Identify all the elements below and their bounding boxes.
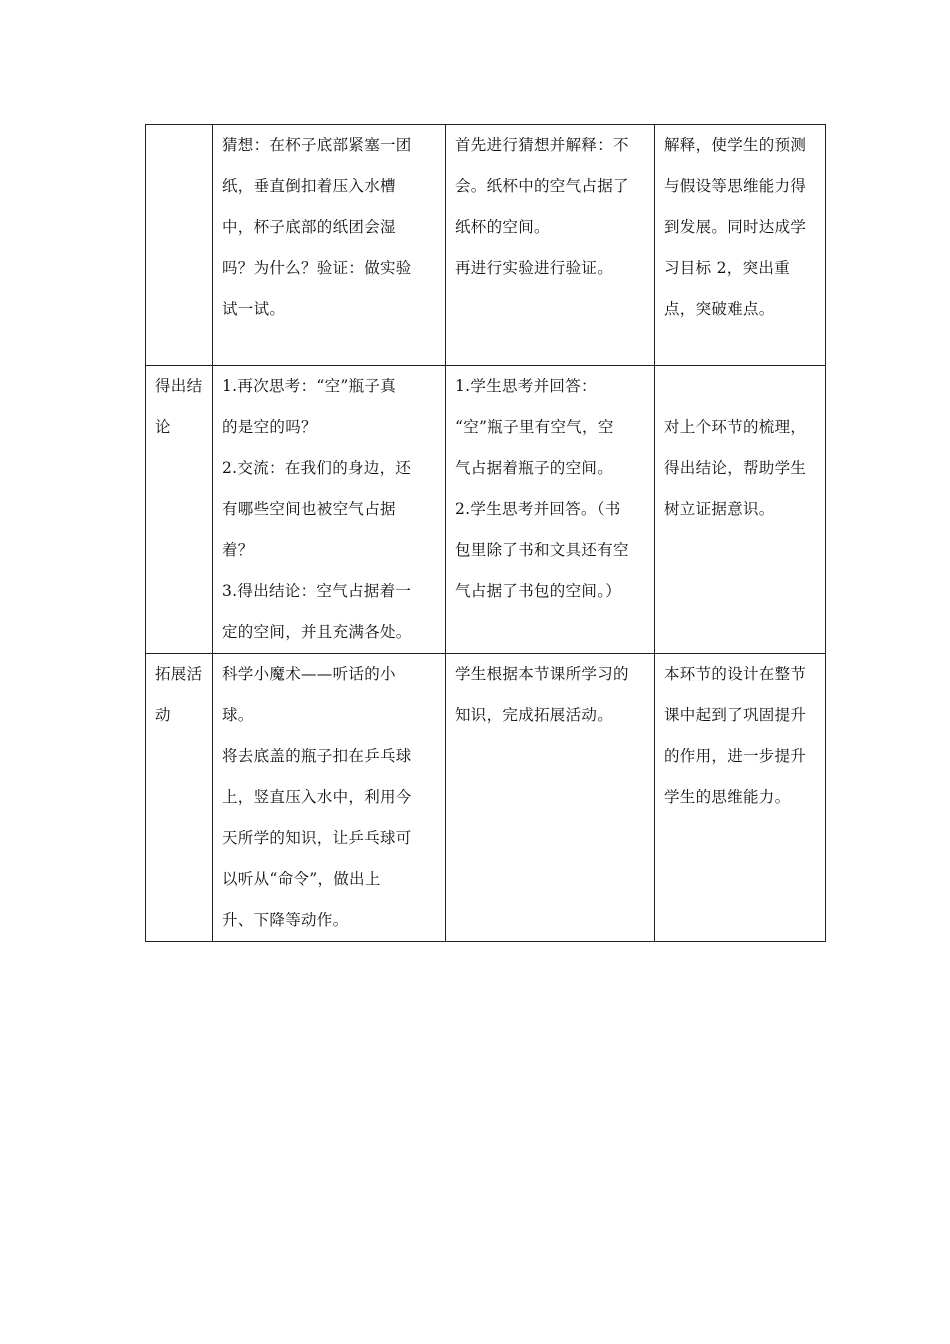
stage-cell — [146, 366, 213, 654]
stage-label: 拓展活 — [155, 665, 203, 683]
text-line: 将去底盖的瓶子扣在乒乓球 — [222, 747, 412, 765]
text-line: 科学小魔术——听话的小 — [222, 665, 396, 683]
text-line: 本环节的设计在整节 — [664, 665, 807, 683]
text-line: 的作用，进一步提升 — [664, 747, 807, 765]
text-line: 与假设等思维能力得 — [664, 177, 807, 195]
text-line: 2.学生思考并回答。（书 — [455, 500, 621, 518]
text-line: 会。纸杯中的空气占据了 — [455, 177, 629, 195]
text-line: 以听从“命令”，做出上 — [222, 870, 381, 888]
text-line: 包里除了书和文具还有空 — [455, 541, 629, 559]
stage-label: 动 — [155, 706, 171, 724]
text-line: 对上个环节的梳理， — [664, 418, 807, 436]
text-line: 天所学的知识，让乒乓球可 — [222, 829, 412, 847]
text-line: 纸，垂直倒扣着压入水槽 — [222, 177, 396, 195]
student-activity-cell — [446, 654, 655, 942]
text-line: 首先进行猜想并解释：不 — [455, 136, 629, 154]
text-line: 中，杯子底部的纸团会湿 — [222, 218, 396, 236]
text-line — [664, 366, 817, 407]
text-line: 有哪些空间也被空气占据 — [222, 500, 396, 518]
stage-cell — [146, 654, 213, 942]
student-activity-cell — [446, 125, 655, 366]
text-line: 3.得出结论：空气占据着一 — [222, 582, 412, 600]
table-row — [146, 654, 826, 942]
text-line: 得出结论，帮助学生 — [664, 459, 807, 477]
text-line: 纸杯的空间。 — [455, 218, 550, 236]
student-activity-cell — [446, 366, 655, 654]
table-row — [146, 366, 826, 654]
text-line: 树立证据意识。 — [664, 500, 775, 518]
text-line: 气占据着瓶子的空间。 — [455, 459, 614, 477]
text-line: 吗？为什么？验证：做实验 — [222, 259, 412, 277]
text-line: 着？ — [222, 541, 254, 559]
text-line: 猜想：在杯子底部紧塞一团 — [222, 136, 412, 154]
stage-label: 得出结 — [155, 377, 203, 395]
text-line: 2.交流：在我们的身边，还 — [222, 459, 412, 477]
text-line: 定的空间，并且充满各处。 — [222, 623, 412, 641]
text-line: 习目标 2，突出重 — [664, 259, 790, 277]
teacher-activity-cell — [213, 125, 446, 366]
text-line: 的是空的吗？ — [222, 418, 317, 436]
text-line: 试一试。 — [222, 300, 286, 318]
text-line: “空”瓶子里有空气，空 — [455, 418, 614, 436]
text-line: 解释，使学生的预测 — [664, 136, 807, 154]
text-line: 气占据了书包的空间。） — [455, 582, 622, 600]
text-line: 再进行实验进行验证。 — [455, 259, 614, 277]
stage-cell — [146, 125, 213, 366]
text-line: 课中起到了巩固提升 — [664, 706, 807, 724]
text-line: 点，突破难点。 — [664, 300, 775, 318]
text-line: 知识，完成拓展活动。 — [455, 706, 614, 724]
text-line: 1.再次思考：“空”瓶子真 — [222, 377, 397, 395]
text-line: 学生根据本节课所学习的 — [455, 665, 629, 683]
text-line: 上，竖直压入水中，利用今 — [222, 788, 412, 806]
teacher-activity-cell — [213, 654, 446, 942]
teacher-activity-cell — [213, 366, 446, 654]
stage-label: 论 — [155, 418, 171, 436]
lesson-plan-table — [145, 124, 826, 942]
text-line: 球。 — [222, 706, 254, 724]
design-intent-cell — [655, 366, 826, 654]
table-row — [146, 125, 826, 366]
text-line: 学生的思维能力。 — [664, 788, 791, 806]
design-intent-cell — [655, 654, 826, 942]
text-line: 升、下降等动作。 — [222, 911, 349, 929]
text-line: 1.学生思考并回答： — [455, 377, 597, 395]
text-line: 到发展。同时达成学 — [664, 218, 807, 236]
design-intent-cell — [655, 125, 826, 366]
